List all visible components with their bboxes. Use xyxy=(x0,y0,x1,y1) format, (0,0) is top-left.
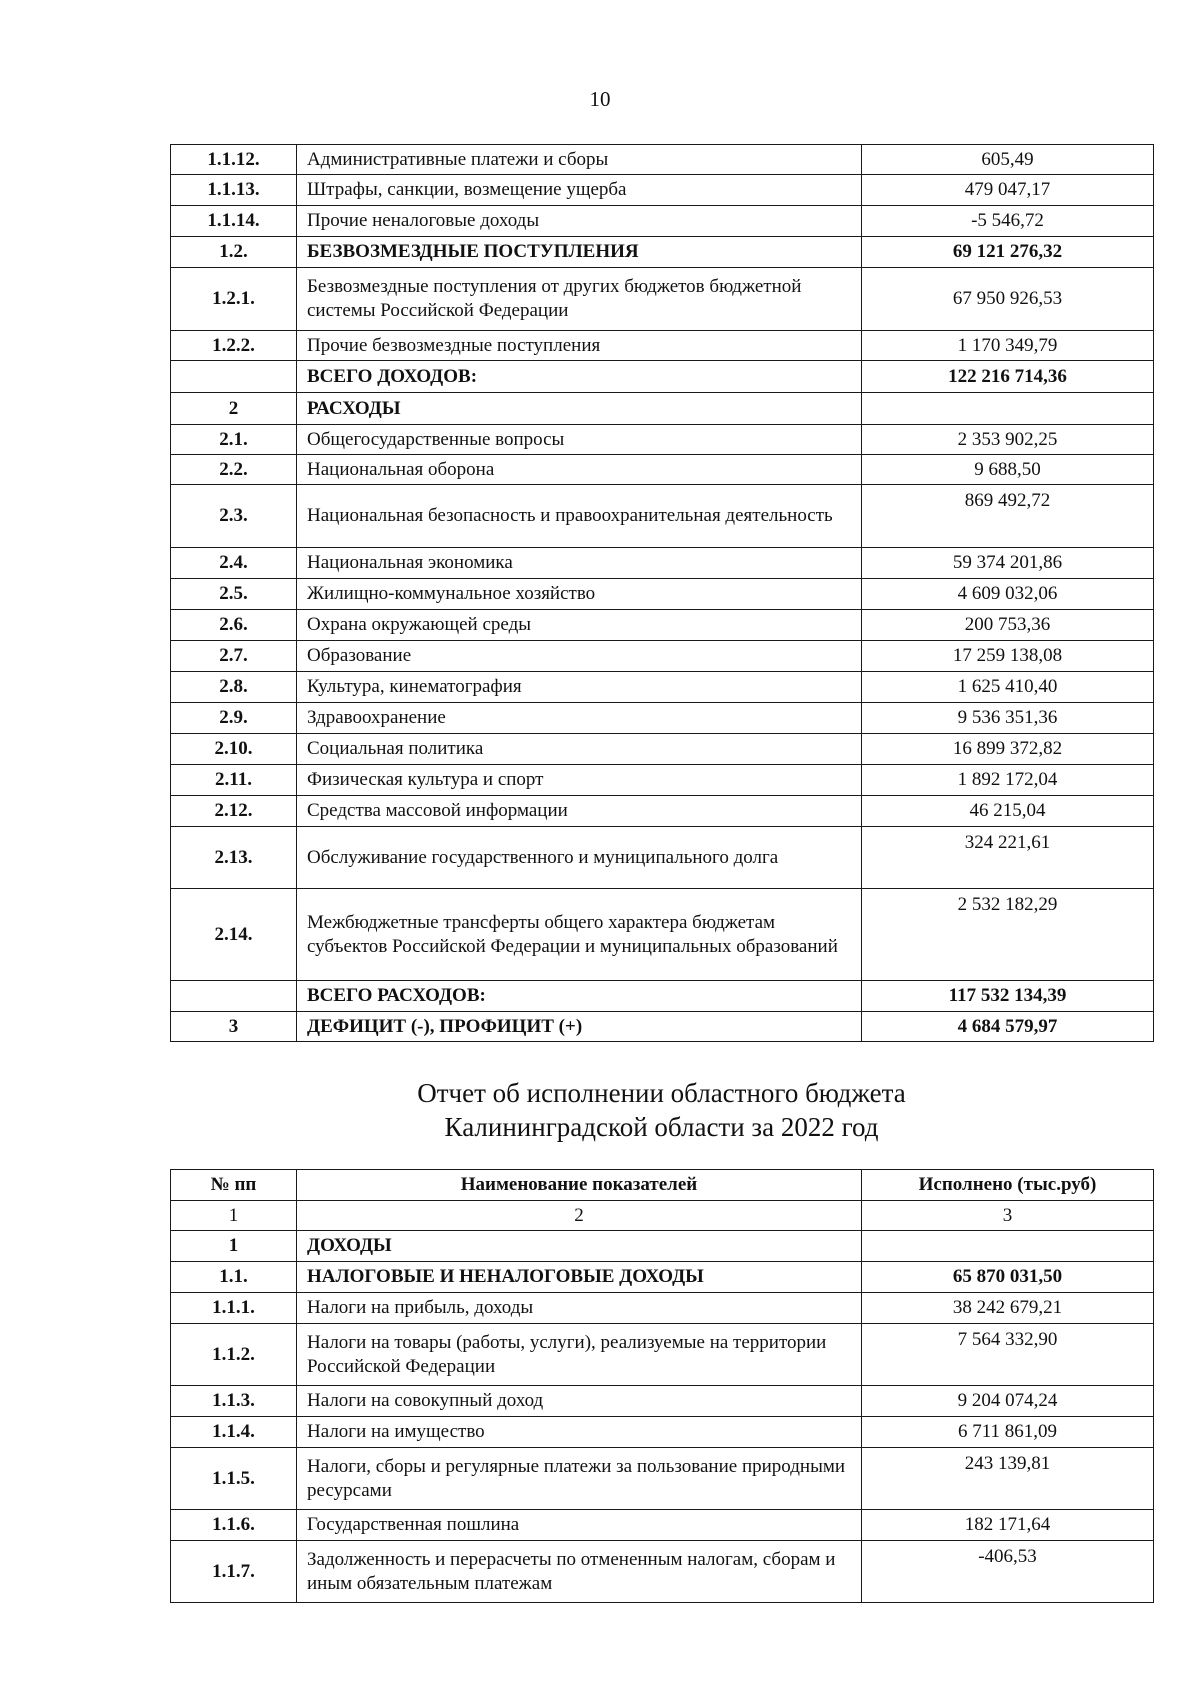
indicator-name-cell: Физическая культура и спорт xyxy=(297,765,862,796)
amount-cell: 479 047,17 xyxy=(862,175,1154,206)
indicator-name-cell: Безвозмездные поступления от других бюджетов бюджетной системы Российской Федерации xyxy=(297,268,862,331)
amount-cell: 324 221,61 xyxy=(862,827,1154,889)
table-row xyxy=(171,425,1154,455)
row-number-cell: 3 xyxy=(171,1012,297,1042)
row-number-cell: 1.2.1. xyxy=(171,268,297,331)
row-number-cell: 2.10. xyxy=(171,734,297,765)
table-row xyxy=(171,1386,1154,1417)
report-title-line-2: Калининградской области за 2022 год xyxy=(444,1112,879,1142)
table-row xyxy=(171,1012,1154,1042)
row-number-cell: 2.14. xyxy=(171,889,297,981)
table-row xyxy=(171,1448,1154,1510)
budget-execution-table-body xyxy=(171,1170,1154,1603)
indicator-name-cell: Общегосударственные вопросы xyxy=(297,425,862,455)
table-row xyxy=(171,485,1154,548)
indicator-name-cell: Задолженность и перерасчеты по отмененным налогам, сборам и иным обязательным платежам xyxy=(297,1541,862,1603)
row-number-cell: 1.1.13. xyxy=(171,175,297,206)
indicator-name-cell: Административные платежи и сборы xyxy=(297,145,862,175)
indicator-name-cell: Налоги, сборы и регулярные платежи за пользование природными ресурсами xyxy=(297,1448,862,1510)
table-header-row xyxy=(171,1170,1154,1201)
table-row xyxy=(171,237,1154,268)
indicator-name-cell: Налоги на товары (работы, услуги), реализуемые на территории Российской Федерации xyxy=(297,1324,862,1386)
amount-cell: 6 711 861,09 xyxy=(862,1417,1154,1448)
report-title-line-1: Отчет об исполнении областного бюджета xyxy=(417,1078,906,1108)
table-row xyxy=(171,641,1154,672)
row-number-cell: 1.1.2. xyxy=(171,1324,297,1386)
page-number: 10 xyxy=(589,87,611,111)
table-row xyxy=(171,145,1154,175)
header-cell-name: Наименование показателей xyxy=(297,1170,862,1201)
table-row xyxy=(171,672,1154,703)
table-row xyxy=(171,889,1154,981)
row-number-cell: 2.4. xyxy=(171,548,297,579)
amount-cell: 1 170 349,79 xyxy=(862,331,1154,361)
table-row xyxy=(171,796,1154,827)
table-row xyxy=(171,175,1154,206)
table-row xyxy=(171,703,1154,734)
amount-cell: 46 215,04 xyxy=(862,796,1154,827)
indicator-name-cell: ВСЕГО РАСХОДОВ: xyxy=(297,981,862,1012)
indicator-name-cell: Государственная пошлина xyxy=(297,1510,862,1541)
row-number-cell: 2.13. xyxy=(171,827,297,889)
table-row xyxy=(171,548,1154,579)
amount-cell: 4 684 579,97 xyxy=(862,1012,1154,1042)
table-row xyxy=(171,827,1154,889)
row-number-cell: 2.7. xyxy=(171,641,297,672)
indicator-name-cell: Социальная политика xyxy=(297,734,862,765)
row-number-cell: 1.2.2. xyxy=(171,331,297,361)
amount-cell: 4 609 032,06 xyxy=(862,579,1154,610)
budget-table-continued xyxy=(170,144,1154,1042)
amount-cell: 67 950 926,53 xyxy=(862,268,1154,331)
indicator-name-cell: Прочие безвозмездные поступления xyxy=(297,331,862,361)
row-number-cell xyxy=(171,981,297,1012)
row-number-cell: 2.11. xyxy=(171,765,297,796)
row-number-cell: 2.1. xyxy=(171,425,297,455)
table-row xyxy=(171,1262,1154,1293)
row-number-cell: 1.2. xyxy=(171,237,297,268)
amount-cell: 9 536 351,36 xyxy=(862,703,1154,734)
row-number-cell: 1.1.12. xyxy=(171,145,297,175)
amount-cell: 122 216 714,36 xyxy=(862,361,1154,393)
budget-table-continued-body xyxy=(171,145,1154,1042)
amount-cell: 38 242 679,21 xyxy=(862,1293,1154,1324)
row-number-cell xyxy=(171,361,297,393)
table-row xyxy=(171,765,1154,796)
column-number-cell: 2 xyxy=(297,1201,862,1231)
indicator-name-cell: Образование xyxy=(297,641,862,672)
table-row xyxy=(171,1417,1154,1448)
table-row xyxy=(171,1510,1154,1541)
table-row xyxy=(171,393,1154,425)
table-row xyxy=(171,361,1154,393)
row-number-cell: 2.8. xyxy=(171,672,297,703)
indicator-name-cell: Здравоохранение xyxy=(297,703,862,734)
indicator-name-cell: Налоги на совокупный доход xyxy=(297,1386,862,1417)
indicator-name-cell: Национальная безопасность и правоохранительная деятельность xyxy=(297,485,862,548)
report-title xyxy=(170,1076,1153,1144)
indicator-name-cell: Налоги на имущество xyxy=(297,1417,862,1448)
indicator-name-cell: Обслуживание государственного и муниципального долга xyxy=(297,827,862,889)
table-row xyxy=(171,1231,1154,1262)
table-row xyxy=(171,1541,1154,1603)
table-row xyxy=(171,268,1154,331)
indicator-name-cell: Жилищно-коммунальное хозяйство xyxy=(297,579,862,610)
indicator-name-cell: Межбюджетные трансферты общего характера бюджетам субъектов Российской Федерации и муниципальных образований xyxy=(297,889,862,981)
indicator-name-cell: Штрафы, санкции, возмещение ущерба xyxy=(297,175,862,206)
amount-cell: -5 546,72 xyxy=(862,206,1154,237)
row-number-cell: 1.1.5. xyxy=(171,1448,297,1510)
row-number-cell: 2.12. xyxy=(171,796,297,827)
budget-execution-table xyxy=(170,1169,1154,1603)
indicator-name-cell: ДОХОДЫ xyxy=(297,1231,862,1262)
table-row xyxy=(171,579,1154,610)
table-row xyxy=(171,981,1154,1012)
indicator-name-cell: Прочие неналоговые доходы xyxy=(297,206,862,237)
table-row xyxy=(171,1324,1154,1386)
row-number-cell: 1 xyxy=(171,1231,297,1262)
indicator-name-cell: Национальная экономика xyxy=(297,548,862,579)
row-number-cell: 1.1. xyxy=(171,1262,297,1293)
row-number-cell: 2.5. xyxy=(171,579,297,610)
amount-cell: 16 899 372,82 xyxy=(862,734,1154,765)
amount-cell: 1 625 410,40 xyxy=(862,672,1154,703)
amount-cell: 243 139,81 xyxy=(862,1448,1154,1510)
amount-cell: 69 121 276,32 xyxy=(862,237,1154,268)
row-number-cell: 1.1.1. xyxy=(171,1293,297,1324)
row-number-cell: 1.1.7. xyxy=(171,1541,297,1603)
row-number-cell: 2.3. xyxy=(171,485,297,548)
table-row xyxy=(171,206,1154,237)
indicator-name-cell: Национальная оборона xyxy=(297,455,862,485)
indicator-name-cell: Средства массовой информации xyxy=(297,796,862,827)
amount-cell: 9 688,50 xyxy=(862,455,1154,485)
amount-cell: 117 532 134,39 xyxy=(862,981,1154,1012)
row-number-cell: 2.2. xyxy=(171,455,297,485)
amount-cell: 2 353 902,25 xyxy=(862,425,1154,455)
amount-cell xyxy=(862,393,1154,425)
indicator-name-cell: БЕЗВОЗМЕЗДНЫЕ ПОСТУПЛЕНИЯ xyxy=(297,237,862,268)
amount-cell: 17 259 138,08 xyxy=(862,641,1154,672)
amount-cell: 9 204 074,24 xyxy=(862,1386,1154,1417)
header-cell-value: Исполнено (тыс.руб) xyxy=(862,1170,1154,1201)
amount-cell: 869 492,72 xyxy=(862,485,1154,548)
row-number-cell: 2.9. xyxy=(171,703,297,734)
indicator-name-cell: Охрана окружающей среды xyxy=(297,610,862,641)
indicator-name-cell: ДЕФИЦИТ (-), ПРОФИЦИТ (+) xyxy=(297,1012,862,1042)
indicator-name-cell: РАСХОДЫ xyxy=(297,393,862,425)
column-number-row xyxy=(171,1201,1154,1231)
row-number-cell: 2 xyxy=(171,393,297,425)
table-row xyxy=(171,455,1154,485)
indicator-name-cell: ВСЕГО ДОХОДОВ: xyxy=(297,361,862,393)
amount-cell: 182 171,64 xyxy=(862,1510,1154,1541)
amount-cell: 200 753,36 xyxy=(862,610,1154,641)
column-number-cell: 3 xyxy=(862,1201,1154,1231)
header-cell-num: № пп xyxy=(171,1170,297,1201)
amount-cell xyxy=(862,1231,1154,1262)
amount-cell: 65 870 031,50 xyxy=(862,1262,1154,1293)
amount-cell: 7 564 332,90 xyxy=(862,1324,1154,1386)
amount-cell: 59 374 201,86 xyxy=(862,548,1154,579)
table-row xyxy=(171,610,1154,641)
row-number-cell: 2.6. xyxy=(171,610,297,641)
row-number-cell: 1.1.3. xyxy=(171,1386,297,1417)
indicator-name-cell: Налоги на прибыль, доходы xyxy=(297,1293,862,1324)
table-row xyxy=(171,1293,1154,1324)
amount-cell: 1 892 172,04 xyxy=(862,765,1154,796)
column-number-cell: 1 xyxy=(171,1201,297,1231)
amount-cell: 2 532 182,29 xyxy=(862,889,1154,981)
table-row xyxy=(171,734,1154,765)
amount-cell: -406,53 xyxy=(862,1541,1154,1603)
table-row xyxy=(171,331,1154,361)
indicator-name-cell: НАЛОГОВЫЕ И НЕНАЛОГОВЫЕ ДОХОДЫ xyxy=(297,1262,862,1293)
row-number-cell: 1.1.4. xyxy=(171,1417,297,1448)
row-number-cell: 1.1.14. xyxy=(171,206,297,237)
row-number-cell: 1.1.6. xyxy=(171,1510,297,1541)
indicator-name-cell: Культура, кинематография xyxy=(297,672,862,703)
amount-cell: 605,49 xyxy=(862,145,1154,175)
